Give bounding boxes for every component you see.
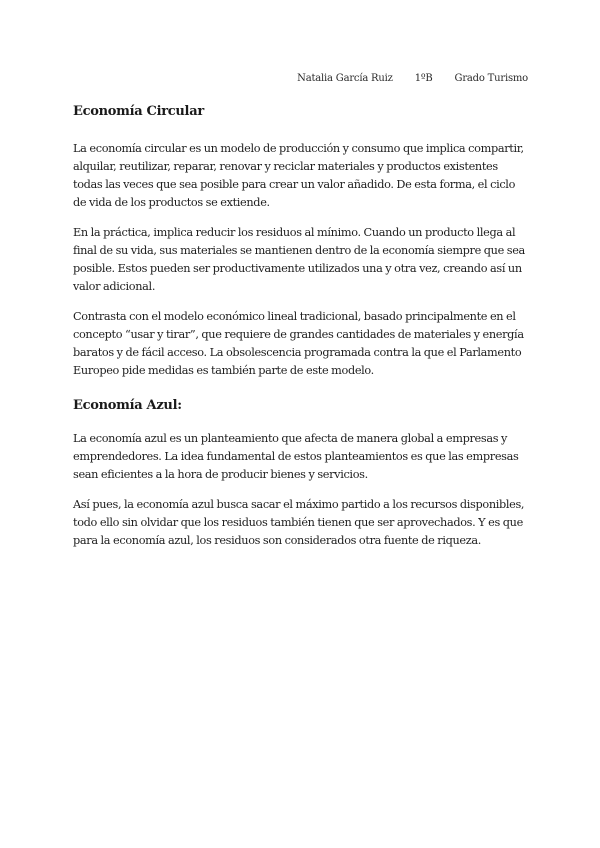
page-header xyxy=(297,73,528,84)
section-economia-azul xyxy=(73,398,529,550)
paragraph: La economía circular es un modelo de producción y consumo que implica compartir, alquilar, reutilizar, reparar, renovar y reciclar materiales y productos existentes todas las veces que sea posible para crear un valor añadido. De esta forma, el ciclo de vida de los productos se extiende. xyxy=(73,142,524,209)
section-title: Economía Azul: xyxy=(73,398,182,413)
paragraph: En la práctica, implica reducir los residuos al mínimo. Cuando un producto llega al final de su vida, sus materiales se mantienen dentro de la economía siempre que sea posible. Estos pueden ser productivamente utilizados una y otra vez, creando así un valor adicional. xyxy=(73,226,525,293)
degree-label: Grado Turismo xyxy=(454,73,528,84)
paragraph: Así pues, la economía azul busca sacar el máximo partido a los recursos disponibles, todo ello sin olvidar que los residuos también tienen que ser aprovechados. Y es que para la economía azul, los residuos son considerados otra fuente de riqueza. xyxy=(73,498,525,547)
section-economia-circular xyxy=(73,104,529,380)
author-name: Natalia García Ruiz xyxy=(297,73,393,84)
paragraph: Contrasta con el modelo económico lineal tradicional, basado principalmente en el concepto “usar y tirar”, que requiere de grandes cantidades de materiales y energía baratos y de fácil acceso. La obsolescencia programada contra la que el Parlamento Europeo pide medidas es también parte de este modelo. xyxy=(73,310,524,377)
paragraph: La economía azul es un planteamiento que afecta de manera global a empresas y emprendedores. La idea fundamental de estos planteamientos es que las empresas sean eficientes a la hora de producir bienes y servicios. xyxy=(73,432,519,481)
section-title: Economía Circular xyxy=(73,104,204,119)
document-body xyxy=(73,104,529,562)
course-label: 1ºB xyxy=(414,73,433,84)
